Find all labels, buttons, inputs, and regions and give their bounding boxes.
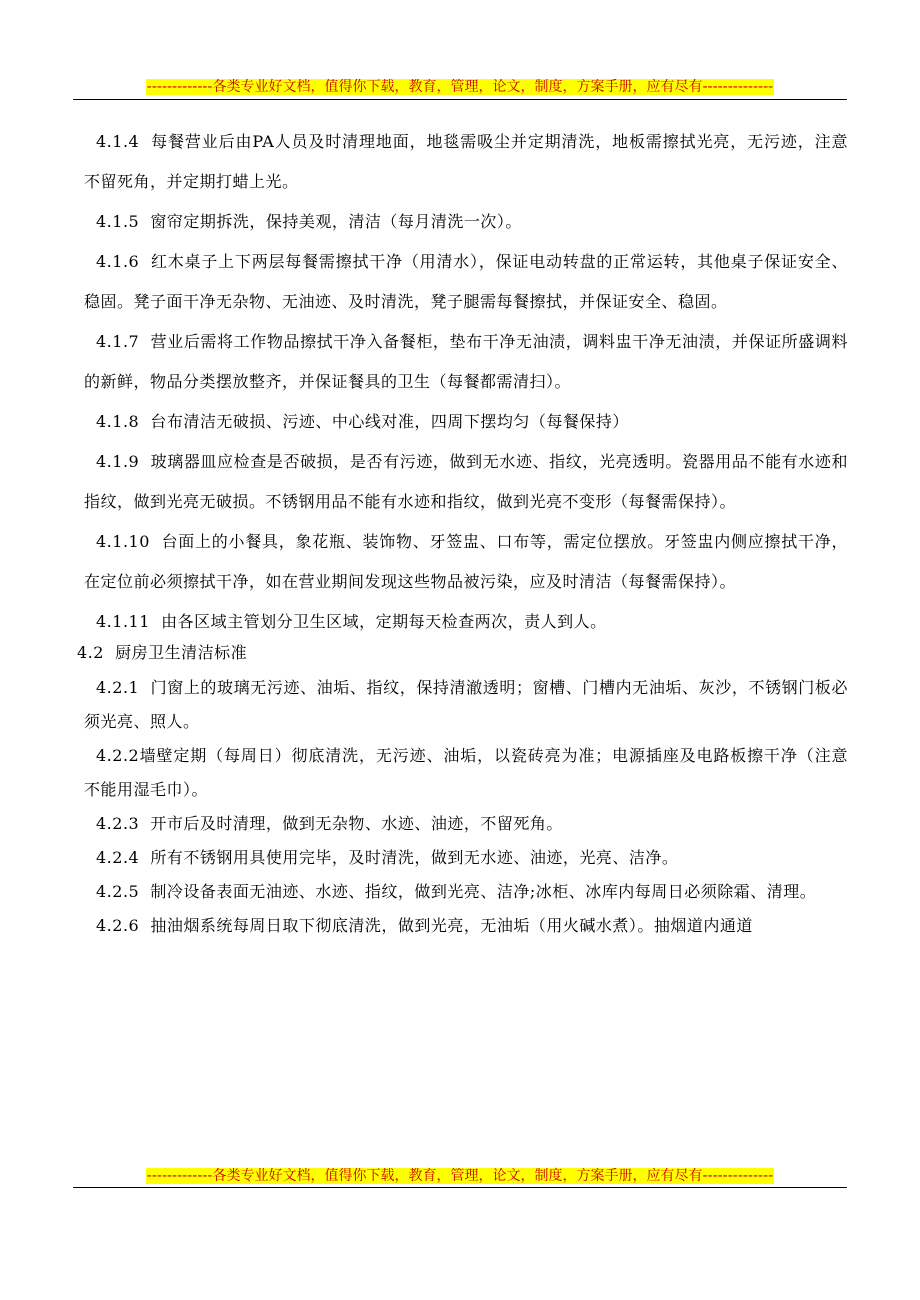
clause-text: 台布清洁无破损、污迹、中心线对准，四周下摆均匀（每餐保持） [150,412,629,431]
footer-rule [73,1187,847,1188]
clause-4-1-10 [0,522,920,602]
clause-number: 4.2.5 [96,882,151,901]
header-banner-text: -------------各类专业好文档，值得你下载，教育，管理，论文，制度，方案手册，应有尽有-------------- [146,79,774,95]
clause-text: 每餐营业后由PA人员及时清理地面，地毯需吸尘并定期清洗，地板需擦拭光亮，无污迹，注意不留死角，并定期打蜡上光。 [84,132,848,191]
clause-4-2-6 [0,909,920,943]
clause-number: 4.2.2 [96,746,140,765]
section-number: 4.2 [77,643,116,662]
clause-number: 4.2.1 [96,678,151,697]
clause-text: 由各区域主管划分卫生区域，定期每天检查两次，责人到人。 [161,612,607,631]
clause-number: 4.1.8 [96,412,151,431]
clause-4-2-3 [0,807,920,841]
section-heading-4-2 [0,641,920,665]
clause-4-2-1 [0,671,920,739]
clause-text: 抽油烟系统每周日取下彻底清洗，做到光亮，无油垢（用火碱水煮）。抽烟道内通道 [150,916,753,935]
clause-text: 窗帘定期拆洗，保持美观，清洁（每月清洗一次）。 [150,212,522,231]
clause-4-1-7 [0,322,920,402]
clause-4-1-9 [0,442,920,522]
clause-text: 门窗上的玻璃无污迹、油垢、指纹，保持清澈透明；窗槽、门槽内无油垢、灰沙，不锈钢门板必须光亮、照人。 [84,678,848,731]
clause-text: 制冷设备表面无油迹、水迹、指纹，做到光亮、洁净;冰柜、冰库内每周日必须除霜、清理。 [150,882,817,901]
clause-text: 红木桌子上下两层每餐需擦拭干净（用清水），保证电动转盘的正常运转，其他桌子保证安全、稳固。凳子面干净无杂物、无油迹、及时清洗，凳子腿需每餐擦拭，并保证安全、稳固。 [84,252,848,311]
clause-text: 台面上的小餐具，象花瓶、装饰物、牙签盅、口布等，需定位摆放。牙签盅内侧应擦拭干净，在定位前必须擦拭干净，如在营业期间发现这些物品被污染，应及时清洁（每餐需保持）。 [84,532,848,591]
clause-number: 4.1.5 [96,212,151,231]
clause-text: 开市后及时清理，做到无杂物、水迹、油迹，不留死角。 [150,814,563,833]
footer-banner [0,1167,920,1185]
clause-text: 所有不锈钢用具使用完毕，及时清洗，做到无水迹、油迹，光亮、洁净。 [150,848,679,867]
clause-number: 4.1.11 [96,612,162,631]
clause-text: 玻璃器皿应检查是否破损，是否有污迹，做到无水迹、指纹，光亮透明。瓷器用品不能有水迹和指纹，做到光亮无破损。不锈钢用品不能有水迹和指纹，做到光亮不变形（每餐需保持）。 [84,452,848,511]
clause-4-1-8 [0,402,920,442]
header-banner [0,78,920,96]
clause-text: 营业后需将工作物品擦拭干净入备餐柜，垫布干净无油渍，调料盅干净无油渍，并保证所盛调料的新鲜，物品分类摆放整齐，并保证餐具的卫生（每餐都需清扫）。 [84,332,848,391]
clause-4-2-2 [0,739,920,807]
clause-4-1-4 [0,122,920,202]
clause-number: 4.1.9 [96,452,151,471]
clause-number: 4.2.3 [96,814,151,833]
header-rule [73,99,847,100]
footer-banner-text: -------------各类专业好文档，值得你下载，教育，管理，论文，制度，方案手册，应有尽有-------------- [146,1168,774,1184]
clause-4-1-5 [0,202,920,242]
clause-4-1-11 [0,602,920,642]
clause-4-1-6 [0,242,920,322]
clause-number: 4.1.4 [96,132,152,151]
clause-number: 4.1.7 [96,332,151,351]
clause-text: 墙壁定期（每周日）彻底清洗，无污迹、油垢，以瓷砖亮为准；电源插座及电路板擦干净（注意不能用湿毛巾）。 [84,746,848,799]
clause-number: 4.2.6 [96,916,151,935]
clause-number: 4.2.4 [96,848,151,867]
section-title: 厨房卫生清洁标准 [115,643,248,662]
clause-4-2-5 [0,875,920,909]
clause-number: 4.1.10 [96,532,162,551]
clause-number: 4.1.6 [96,252,151,271]
document-body [0,122,920,943]
clause-4-2-4 [0,841,920,875]
